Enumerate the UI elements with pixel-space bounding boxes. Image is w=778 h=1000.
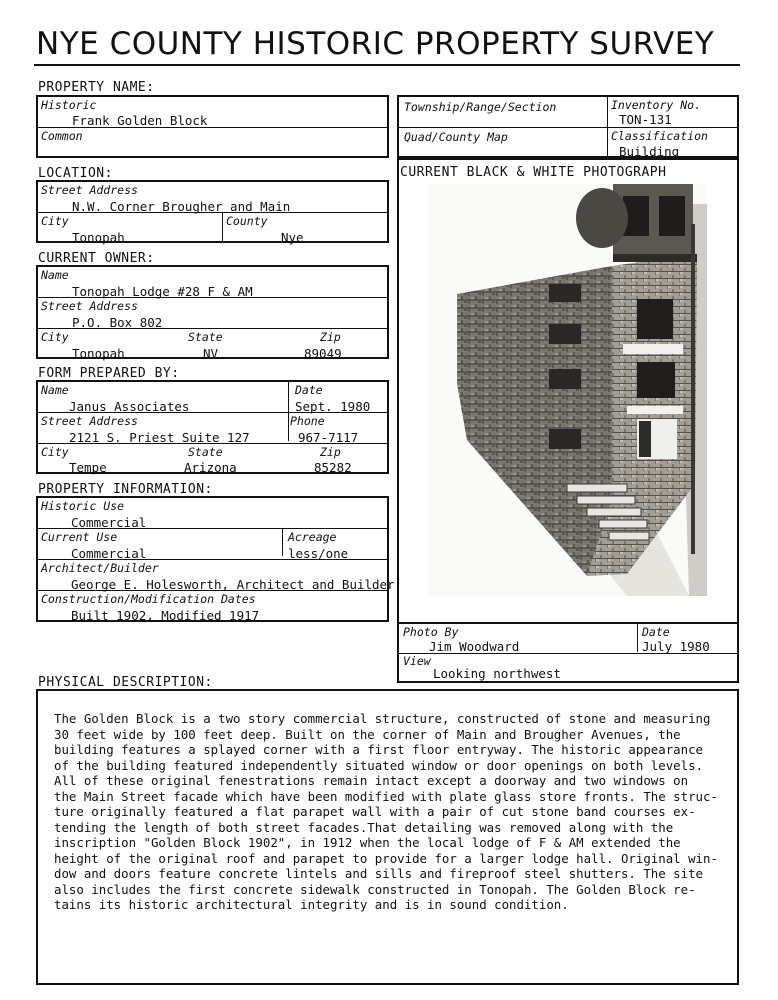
page-title: NYE COUNTY HISTORIC PROPERTY SURVEY: [36, 26, 715, 62]
inventory-box: [397, 95, 739, 158]
property-name-box: [36, 95, 389, 158]
architect-label: Architect/Builder: [41, 561, 159, 575]
acreage-label: Acreage: [288, 530, 337, 544]
acreage-value: less/one: [288, 546, 349, 561]
prepared-date-label: Date: [295, 383, 323, 397]
prepared-name-value: Janus Associates: [69, 399, 190, 414]
owner-state-value: NV: [203, 346, 219, 361]
title-rule: [34, 64, 740, 66]
historic-use-label: Historic Use: [41, 499, 125, 513]
photo-heading: CURRENT BLACK & WHITE PHOTOGRAPH: [400, 165, 667, 180]
photograph-box: [397, 158, 739, 624]
owner-city-value: Tonopah: [72, 346, 125, 361]
info-heading: PROPERTY INFORMATION:: [38, 482, 213, 497]
township-label: Township/Range/Section: [404, 100, 557, 114]
info-box: [36, 496, 395, 623]
photo-date-value: July 1980: [642, 639, 710, 654]
owner-heading: CURRENT OWNER:: [38, 251, 155, 266]
owner-street-label: Street Address: [41, 299, 138, 313]
common-name-label: Common: [41, 129, 83, 143]
current-use-label: Current Use: [41, 530, 118, 544]
prepared-date-value: Sept. 1980: [295, 399, 371, 414]
prepared-city-label: City: [41, 445, 69, 459]
prepared-street-label: Street Address: [41, 414, 138, 428]
building-photograph: [427, 184, 707, 596]
owner-name-value: Tonopah Lodge #28 F & AM: [72, 284, 253, 299]
prepared-city-value: Tempe: [69, 460, 107, 475]
photo-by-value: Jim Woodward: [429, 639, 520, 654]
classification-value: Building: [619, 144, 680, 159]
architect-value: George E. Holesworth, Architect and Builder: [71, 577, 395, 592]
photo-meta-box: [397, 622, 739, 683]
view-value: Looking northwest: [433, 666, 561, 681]
prepared-box: [36, 380, 389, 474]
owner-zip-value: 89049: [304, 346, 342, 361]
photo-by-label: Photo By: [403, 625, 459, 639]
dates-label: Construction/Modification Dates: [41, 592, 256, 606]
owner-city-label: City: [41, 330, 69, 344]
prepared-phone-label: Phone: [290, 414, 325, 428]
owner-street-value: P.O. Box 802: [72, 315, 163, 330]
historic-name-label: Historic: [41, 98, 97, 112]
classification-label: Classification: [611, 129, 708, 143]
owner-state-label: State: [188, 330, 223, 344]
historic-use-value: Commercial: [71, 515, 147, 530]
inventory-label: Inventory No.: [611, 98, 702, 112]
inventory-value: TON-131: [619, 112, 672, 127]
owner-zip-label: Zip: [320, 330, 341, 344]
view-label: View: [403, 654, 431, 668]
current-use-value: Commercial: [71, 546, 147, 561]
prepared-street-value: 2121 S. Priest Suite 127: [69, 430, 250, 445]
location-city-value: Tonopah: [72, 230, 125, 245]
photo-date-label: Date: [642, 625, 670, 639]
prepared-state-label: State: [188, 445, 223, 459]
historic-name-value: Frank Golden Block: [72, 113, 208, 128]
prepared-zip-label: Zip: [320, 445, 341, 459]
prepared-heading: FORM PREPARED BY:: [38, 366, 180, 381]
building-photo-image: [427, 184, 707, 596]
dates-value: Built 1902, Modified 1917: [71, 608, 260, 623]
location-box: [36, 180, 389, 243]
location-street-label: Street Address: [41, 183, 138, 197]
location-street-value: N.W. Corner Brougher and Main: [72, 199, 291, 214]
physical-heading: PHYSICAL DESCRIPTION:: [38, 675, 213, 690]
location-city-label: City: [41, 214, 69, 228]
location-county-value: Nye: [281, 230, 304, 245]
prepared-phone-value: 967-7117: [298, 430, 359, 445]
physical-description-text: The Golden Block is a two story commercial structure, constructed of stone and measuring 30 feet wide by 100 feet deep. Built on the corner of Main and Brougher Avenues, the building features a splayed corner with a first floor entryway. The historic appearance of the building featured independently situated window or door openings on both levels. All of these original fenestrations remain intact except a doorway and two windows on the Main Street facade which have been modified with plate glass store fronts. The struc- ture originally featured a flat parapet wall with a pair of cut stone band courses ex- tending the length of both street facades.That detailing was removed along with the inscription "Golden Block 1902", in 1912 when the local lodge of F & AM extended the height of the original roof and parapet to provide for a larger lodge hall. Original win- dow and doors feature concrete lintels and sills and fireproof steel shutters. The site also includes the first concrete sidewalk constructed in Tonopah. The Golden Block re- tains its historic architectural integrity and is in sound condition.: [54, 711, 718, 912]
property-name-heading: PROPERTY NAME:: [38, 80, 155, 95]
prepared-name-label: Name: [41, 383, 69, 397]
owner-box: [36, 265, 389, 359]
prepared-state-value: Arizona: [184, 460, 237, 475]
quad-label: Quad/County Map: [404, 130, 508, 144]
location-heading: LOCATION:: [38, 166, 113, 181]
owner-name-label: Name: [41, 268, 69, 282]
prepared-zip-value: 85282: [314, 460, 352, 475]
location-county-label: County: [226, 214, 268, 228]
